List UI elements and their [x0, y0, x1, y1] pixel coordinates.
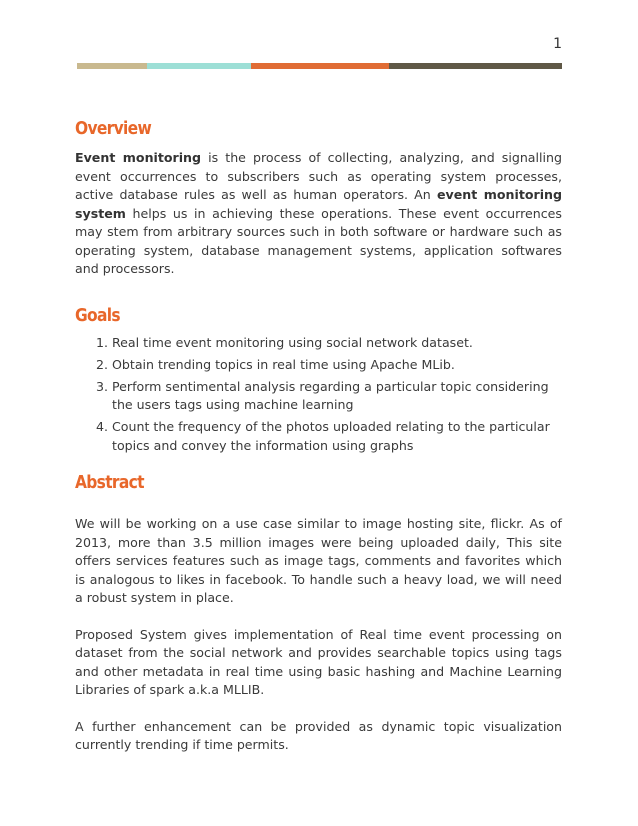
- text-segment: is the process of collecting, analyzing, and signalling event occurrences to subscribers such as operating system processes, active database rules as well as human operators. An: [75, 150, 562, 202]
- abstract-heading: Abstract: [75, 472, 144, 493]
- goals-list: [75, 334, 562, 456]
- abstract-paragraph: Proposed System gives implementation of Real time event processing on dataset from the social network and provides searchable topics using tags and other metadata in real time using basic hashing and Machine Learning Libraries of spark a.k.a MLLIB.: [75, 626, 562, 697]
- color-bar-segment: [251, 63, 389, 69]
- goal-item: 2. Obtain trending topics in real time using Apache MLib.: [112, 356, 562, 375]
- overview-heading: Overview: [75, 118, 152, 139]
- color-bar-segment: [77, 63, 147, 69]
- goals-heading: Goals: [75, 304, 120, 326]
- abstract-paragraph: We will be working on a use case similar to image hosting site, flickr. As of 2013, more than 3.5 million images were being uploaded daily, This site offers services features such as image tags, comments and favorites which is analogous to likes in facebook. To handle such a heavy load, we will need a robust system in place.: [75, 516, 562, 605]
- goal-item: 4. Count the frequency of the photos uploaded relating to the particular topics and convey the information using graphs: [112, 418, 562, 455]
- page-number: 1: [553, 36, 562, 52]
- header-color-bar: [77, 63, 562, 69]
- color-bar-segment: [147, 63, 251, 69]
- bold-term: event monitoring system: [75, 187, 562, 221]
- goal-item: 1. Real time event monitoring using social network dataset.: [112, 334, 562, 353]
- bold-term: Event monitoring: [75, 150, 202, 165]
- abstract-paragraph: A further enhancement can be provided as dynamic topic visualization currently trending if time permits.: [75, 718, 562, 752]
- goal-item: 3. Perform sentimental analysis regarding a particular topic considering the users tags using machine learning: [112, 378, 562, 415]
- abstract-body: [75, 515, 562, 755]
- text-segment: helps us in achieving these operations. These event occurrences may stem from arbitrary sources such in both software or hardware such as operating system, database management systems, application softwares and processors.: [75, 205, 562, 276]
- document-body: [75, 118, 562, 755]
- color-bar-segment: [389, 63, 562, 69]
- overview-paragraph: [75, 149, 562, 279]
